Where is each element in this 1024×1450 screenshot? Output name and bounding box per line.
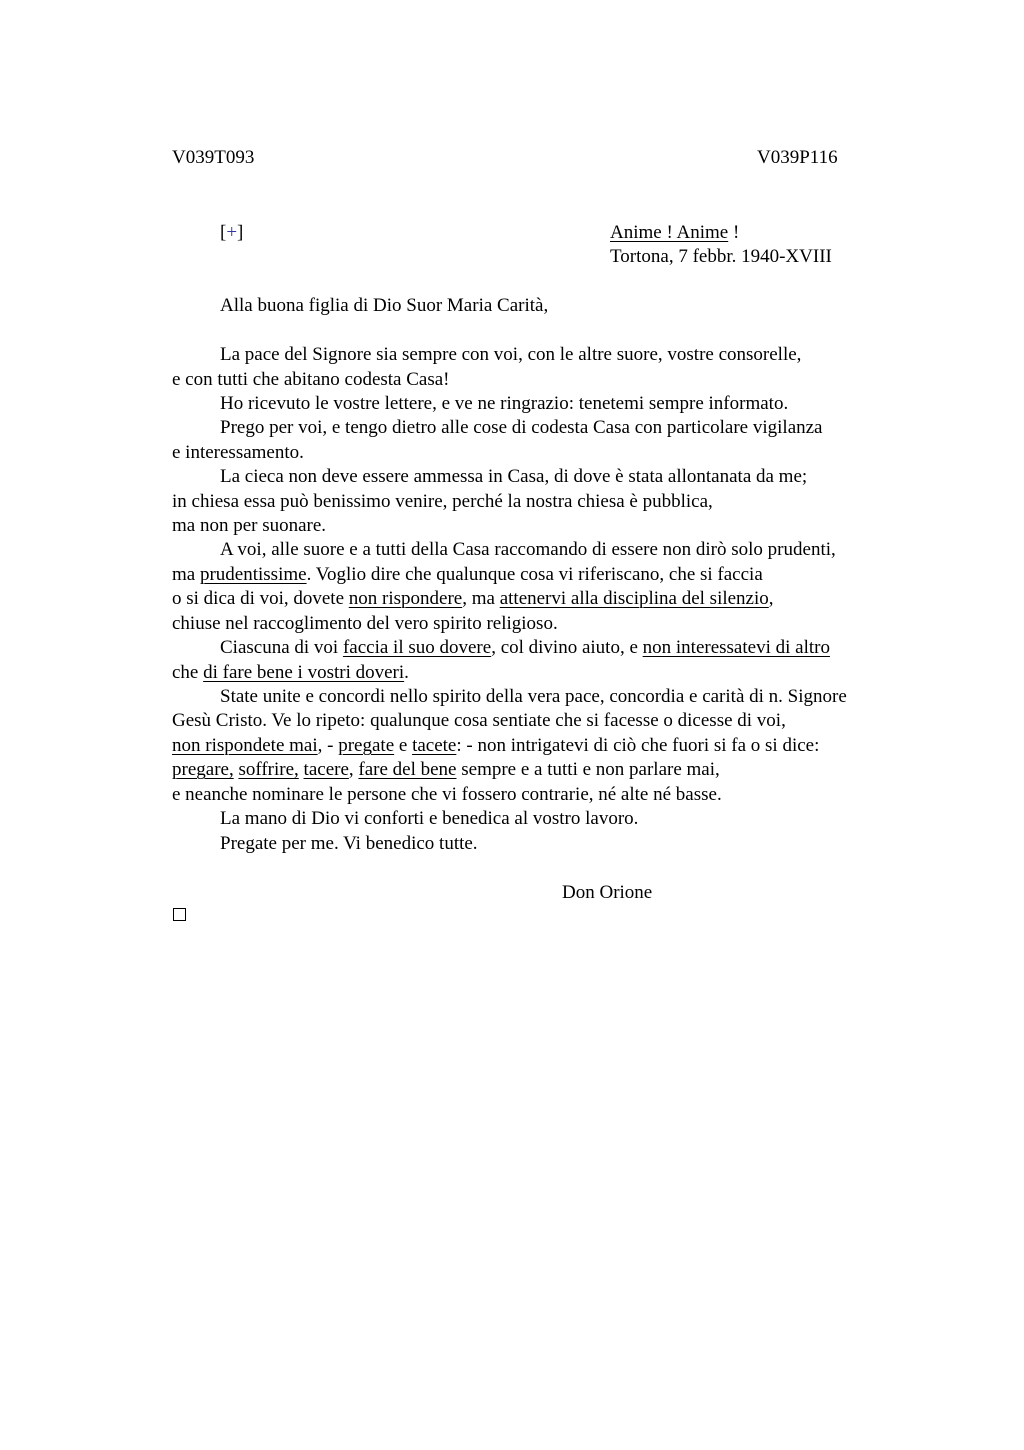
text-run: sempre e a tutti e non parlare mai, (456, 759, 720, 780)
body-line: Ho ricevuto le vostre lettere, e ve ne ringrazio: tenetemi sempre informato. (220, 393, 789, 414)
emphasis-text: tacere (303, 759, 349, 780)
body-line: La mano di Dio vi conforti e benedica al vostro lavoro. (220, 808, 639, 829)
body-line: e interessamento. (172, 442, 304, 463)
text-run: ma (172, 564, 200, 585)
text-run: , (348, 759, 359, 780)
text-run: , ma (462, 588, 500, 609)
signature: Don Orione (562, 882, 653, 903)
body-line: State unite e concordi nello spirito della vera pace, concordia e carità di n. Signore (220, 686, 847, 707)
body-line: La cieca non deve essere ammessa in Casa, di dove è stata allontanata da me; (220, 466, 808, 487)
body-line: Prego per voi, e tengo dietro alle cose di codesta Casa con particolare vigilanza (220, 417, 823, 438)
body-line: in chiesa essa può benissimo venire, perché la nostra chiesa è pubblica, (172, 491, 713, 512)
emphasis-text: prudentissime (199, 564, 307, 585)
close-bracket: ] (237, 222, 244, 243)
body-line (172, 661, 409, 685)
place-date: Tortona, 7 febbr. 1940-XVIII (610, 246, 832, 267)
document-code-left: V039T093 (172, 147, 255, 168)
text-run: . Voglio dire che qualunque cosa vi riferiscano, che si faccia (306, 564, 763, 585)
cross-icon: + (226, 222, 238, 243)
motto-underlined: Anime ! Anime (610, 222, 729, 243)
emphasis-text: soffrire, (238, 759, 299, 780)
document-code-right: V039P116 (757, 147, 838, 168)
emphasis-text: pregate (338, 735, 395, 756)
body-line: e con tutti che abitano codesta Casa! (172, 369, 450, 390)
text-run: che (172, 662, 204, 683)
emphasis-text: pregare, (172, 759, 234, 780)
body-line (220, 636, 830, 660)
emphasis-text: di fare bene i vostri doveri (203, 662, 405, 683)
cross-mark (220, 221, 243, 245)
motto (610, 221, 739, 245)
motto-tail: ! (728, 222, 740, 243)
emphasis-text: fare del bene (358, 759, 457, 780)
salutation: Alla buona figlia di Dio Suor Maria Carità, (220, 295, 549, 316)
body-line (172, 758, 720, 782)
emphasis-text: non rispondete mai (172, 735, 318, 756)
end-square-icon (173, 908, 186, 921)
emphasis-text: attenervi alla disciplina del silenzio (499, 588, 769, 609)
text-run: , (768, 588, 774, 609)
open-bracket: [ (220, 222, 227, 243)
text-run: : - non intrigatevi di ciò che fuori si fa o si dice: (456, 735, 820, 756)
body-line (172, 734, 819, 758)
body-line: ma non per suonare. (172, 515, 327, 536)
text-run: . (404, 662, 409, 683)
text-run: e (394, 735, 413, 756)
body-line: La pace del Signore sia sempre con voi, con le altre suore, vostre consorelle, (220, 344, 802, 365)
text-run: Ciascuna di voi (220, 637, 343, 658)
emphasis-text: non rispondere (348, 588, 463, 609)
text-run: , col divino aiuto, e (491, 637, 643, 658)
body-line: Gesù Cristo. Ve lo ripeto: qualunque cosa sentiate che si facesse o dicesse di voi, (172, 710, 786, 731)
body-line (172, 563, 763, 587)
text-run: , - (317, 735, 339, 756)
text-run: o si dica di voi, dovete (172, 588, 349, 609)
body-line (172, 587, 774, 611)
emphasis-text: non interessatevi di altro (642, 637, 830, 658)
body-line: chiuse nel raccoglimento del vero spirito religioso. (172, 613, 558, 634)
body-line: A voi, alle suore e a tutti della Casa raccomando di essere non dirò solo prudenti, (220, 539, 836, 560)
emphasis-text: faccia il suo dovere (342, 637, 492, 658)
body-line: e neanche nominare le persone che vi fossero contrarie, né alte né basse. (172, 784, 722, 805)
emphasis-text: tacete (412, 735, 457, 756)
body-line: Pregate per me. Vi benedico tutte. (220, 833, 478, 854)
